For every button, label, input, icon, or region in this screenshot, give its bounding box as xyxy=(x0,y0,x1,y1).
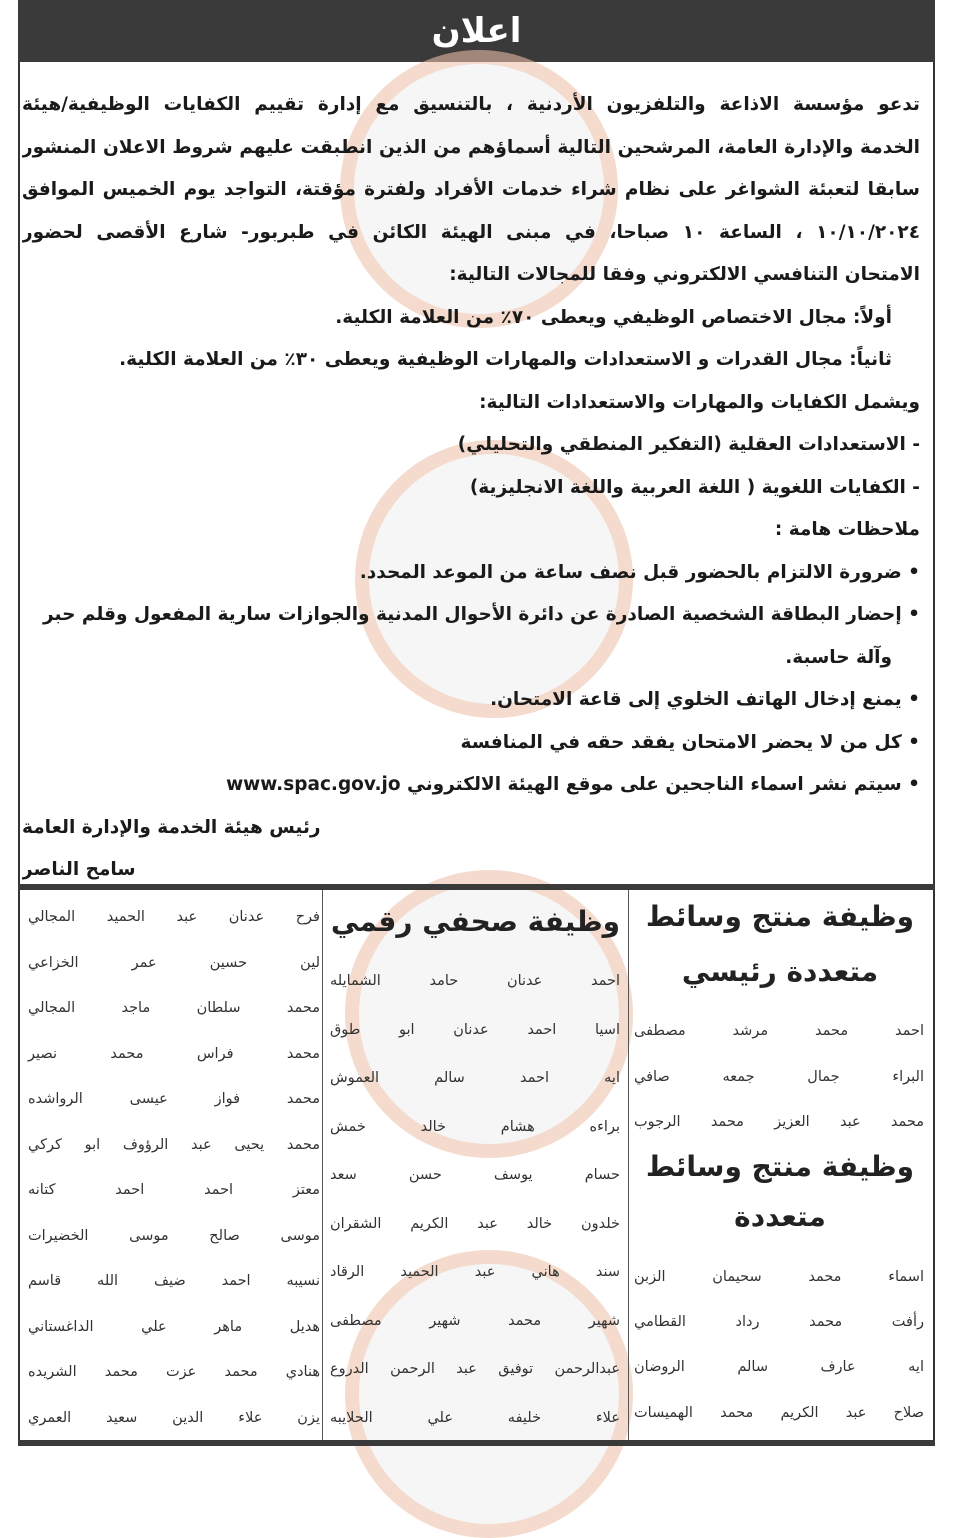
section-divider xyxy=(18,884,935,890)
note-item: • كل من لا يحضر الامتحان يفقد حقه في المنافسة xyxy=(460,731,920,753)
paragraph-line: ١٠/١٠/٢٠٢٤ ، الساعة ١٠ صباحا، في مبنى الهيئة الكائن في طبربور- شارع الأقصى لحضور xyxy=(22,221,920,243)
candidate-name: شهير محمد شهير مصطفى xyxy=(330,1312,620,1329)
candidate-name: اسيا احمد عدنان ابو طوق xyxy=(330,1021,620,1038)
note-item: • إحضار البطاقة الشخصية الصادرة عن دائرة الأحوال المدنية والجوازات سارية المفعول وقلم حبر xyxy=(43,604,920,625)
job-title: وظيفة منتج وسائط xyxy=(645,900,915,933)
candidate-name: حسام يوسف حسن سعد xyxy=(330,1167,620,1183)
candidate-name: احمد محمد مرشد مصطفى xyxy=(634,1023,924,1039)
candidate-name: محمد عبد العزيز محمد الرجوب xyxy=(634,1114,924,1130)
field-item: أولاً: مجال الاختصاص الوظيفي ويعطى ٧٠٪ من العلامة الكلية. xyxy=(335,306,892,328)
paragraph-line: سابقا لتعبئة الشواغر على نظام شراء خدمات الأفراد ولفترة مؤقتة، التواجد يوم الخميس الموافق xyxy=(22,179,920,200)
paragraph-line: تدعو مؤسسة الاذاعة والتلفزيون الأردنية ، بالتنسيق مع إدارة تقييم الكفايات الوظيفية/هيئة xyxy=(22,94,920,115)
job-title: وظيفة منتج وسائط xyxy=(645,1150,915,1183)
candidate-name: محمد فراس محمد نصير xyxy=(28,1045,320,1062)
candidate-name: علاء خليفه علي الحلايبه xyxy=(330,1409,620,1426)
notes-heading: ملاحظات هامة : xyxy=(774,519,920,540)
candidate-name: عبدالرحمن توفيق عبد الرحمن الدروع xyxy=(330,1361,620,1377)
candidate-name: احمد عدنان حامد الشمايله xyxy=(330,973,620,989)
candidate-name: ايه عارف سالم الروضان xyxy=(634,1359,924,1375)
candidate-name: معتز احمد احمد كتانه xyxy=(28,1182,320,1198)
candidate-name: هنادي محمد عزت محمد الشريده xyxy=(28,1364,320,1380)
note-item: • يمنع إدخال الهاتف الخلوي إلى قاعة الامتحان. xyxy=(490,689,920,710)
column-divider xyxy=(322,890,323,1440)
website-link[interactable]: www.spac.gov.jo xyxy=(226,774,401,795)
announcement-body xyxy=(22,84,920,892)
candidate-name: سند هاني عبد الحميد الرقاد xyxy=(330,1264,620,1280)
column-divider xyxy=(628,890,629,1440)
includes-heading: ويشمل الكفايات والمهارات والاستعدادات التالية: xyxy=(479,391,920,413)
candidate-name: ايه احمد سالم العموش xyxy=(330,1070,620,1086)
includes-item: - الكفايات اللغوية ( اللغة العربية واللغة الانجليزية) xyxy=(469,476,920,498)
candidate-name: صلاح عبد الكريم محمد الهميسات xyxy=(634,1405,924,1421)
candidate-name: فرح عدنان عبد الحميد المجالي xyxy=(28,909,320,925)
job-title: وظيفة صحفي رقمي xyxy=(330,905,620,938)
bottom-rule xyxy=(18,1440,935,1446)
candidate-name: رأفت محمد رداد القطامي xyxy=(634,1314,924,1330)
announcement-title: اعلان xyxy=(431,11,522,51)
candidate-name: محمد سلطان ماجد المجالي xyxy=(28,1000,320,1016)
candidate-name: موسى صالح موسى الخضيرات xyxy=(28,1227,320,1244)
candidate-name: نسيبه احمد ضيف الله قاسم xyxy=(28,1273,320,1289)
note-item: • سيتم نشر اسماء الناجحين على موقع الهيئة الالكتروني xyxy=(406,774,920,795)
candidate-name: اسماء محمد سحيمان الزبن xyxy=(634,1269,924,1285)
note-item: • ضرورة الالتزام بالحضور قبل نصف ساعة من الموعد المحدد. xyxy=(359,561,920,583)
candidate-name: هديل ماهر علي الداغستاني xyxy=(28,1318,320,1335)
signature-name: سامح الناصر xyxy=(22,859,136,880)
field-item: ثانياً: مجال القدرات و الاستعدادات والمهارات الوظيفية ويعطى ٣٠٪ من العلامة الكلية. xyxy=(119,349,892,370)
candidate-name: لين حسين عمر الخزاعي xyxy=(28,954,320,971)
job-title: متعددة رئيسي xyxy=(681,955,879,988)
candidate-name: براءه هشام خالد خمش xyxy=(330,1118,620,1135)
note-item: وآلة حاسبة. xyxy=(785,646,892,668)
candidate-name: البراء جمال جمعه صافي xyxy=(634,1069,924,1085)
candidate-name: محمد يحيى عبد الرؤوف ابو كركي xyxy=(28,1136,320,1153)
candidate-name: محمد فواز عيسى الرواشده xyxy=(28,1091,320,1107)
candidate-name: يزن علاء الدين سعيد العمري xyxy=(28,1409,320,1426)
signature-title: رئيس هيئة الخدمة والإدارة العامة xyxy=(22,816,321,838)
job-title: متعددة xyxy=(734,1200,826,1233)
includes-item: - الاستعدادات العقلية (التفكير المنطقي والتحليلي) xyxy=(457,434,920,455)
announcement-header xyxy=(18,0,935,62)
paragraph-line: الامتحان التنافسي الالكتروني وفقا للمجالات التالية: xyxy=(449,264,920,285)
paragraph-line: الخدمة والإدارة العامة، المرشحين التالية أسماؤهم من الذين انطبقت عليهم شروط الاعلان المنشور xyxy=(22,136,920,158)
candidate-name: خلدون خالد عبد الكريم الشقران xyxy=(330,1215,620,1232)
